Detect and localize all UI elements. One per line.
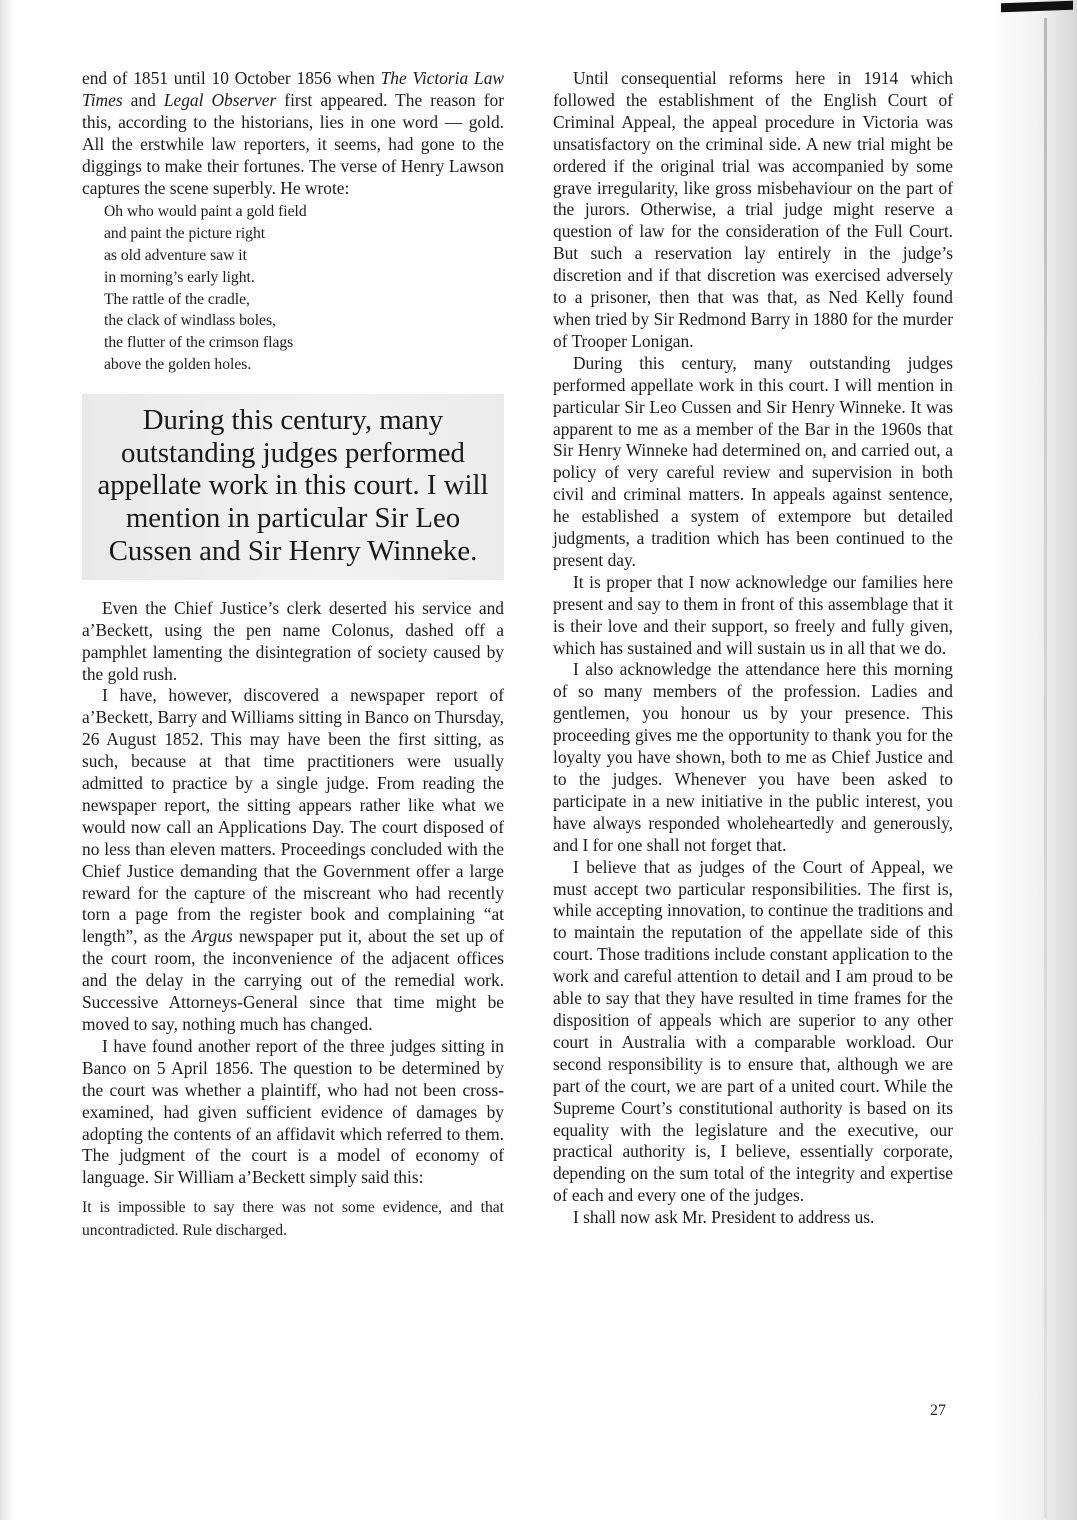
paragraph: I have found another report of the three judges sitting in Banco on 5 April 1856. The question to be determined by the court was whether a plaintiff, who had not been cross-examined, had given sufficient evidence of damages by adopting the contents of an affidavit which referred to them. The judgment of the court is a model of economy of language. Sir William a’Beckett simply said this: bbox=[82, 1035, 504, 1188]
text-run: I have, however, discovered a newspaper report of a’Beckett, Barry and Williams sitting in Banco on Thursday, 26 August 1852. This may have been the first sitting, as such, because at that time practitioners were usually admitted to practice by a single judge. From reading the newspaper report, the sitting appears rather like what we would now call an Applications Day. The court disposed of no less than eleven matters. Proceedings concluded with the Chief Justice demanding that the Government offer a large reward for the capture of the miscreant who had recently torn a page from the register book and complaining “at length”, as the bbox=[82, 685, 504, 947]
paragraph bbox=[82, 68, 504, 199]
paragraph bbox=[82, 685, 504, 1036]
text-run: newspaper put it, about the set up of the court room, the inconvenience of the adjacent offices and the delay in the carrying out of the remedial work. Successive Attorneys-General since that time might be moved to say, nothing much has changed. bbox=[82, 926, 505, 1035]
left-column bbox=[82, 68, 504, 1242]
poem-line: The rattle of the cradle, bbox=[104, 290, 250, 308]
paragraph: I also acknowledge the attendance here this morning of so many members of the profession. Ladies and gentlemen, you honour us by your presence. This proceeding gives me the opportunity to thank you for the loyalty you have shown, both to me as Chief Justice and to the judges. Whenever you have been asked to participate in a new initiative in the public interest, you have always responded wholeheartedly and generously, and I for one shall not forget that. bbox=[553, 659, 953, 855]
page-edge-shadow bbox=[987, 0, 1077, 1520]
right-column bbox=[553, 68, 953, 1229]
poem bbox=[104, 201, 504, 375]
poem-line: and paint the picture right bbox=[104, 225, 266, 243]
page-edge-line bbox=[1044, 18, 1047, 1518]
text-run: and bbox=[122, 89, 164, 110]
paragraph: I believe that as judges of the Court of Appeal, we must accept two particular responsibilities. The first is, while accepting innovation, to continue the traditions and to maintain the reputation of the appellate side of this court. Those traditions include constant application to the work and careful attention to detail and I am proud to be able to say that they have resulted in time frames for the disposition of appeals which are superior to any other court in Australia with a comparable workload. Our second responsibility is to ensure that, although we are part of the court, we are part of a united court. While the Supreme Court’s constitutional authority is based on its equality with the legislature and the executive, our practical authority is, I believe, essentially corporate, depending on the sum total of the integrity and expertise of each and every one of the judges. bbox=[553, 856, 953, 1206]
italic-title: Legal Observer bbox=[163, 89, 277, 110]
poem-line: the clack of windlass boles, bbox=[104, 312, 276, 330]
paragraph: Even the Chief Justice’s clerk deserted his service and a’Beckett, using the pen name Colonus, dashed off a pamphlet lamenting the disintegration of society caused by the gold rush. bbox=[82, 597, 504, 684]
page-number: 27 bbox=[930, 1402, 946, 1419]
poem-line: above the golden holes. bbox=[104, 356, 252, 374]
paragraph: Until consequential reforms here in 1914 which followed the establishment of the English Court of Criminal Appeal, the appeal procedure in Victoria was unsatisfactory on the criminal side. A new trial might be ordered if the original trial was accompanied by some grave irregularity, like gross misbehaviour on the part of the jurors. Otherwise, a trial judge might reserve a question of law for the consideration of the Full Court. But such a reservation lay entirely in the judge’s discretion and if that discretion was exercised adversely to a prisoner, then that was that, as Ned Kelly found when tried by Sir Redmond Barry in 1880 for the murder of Trooper Lonigan. bbox=[553, 68, 953, 351]
italic-title: Argus bbox=[191, 926, 233, 947]
poem-line: as old adventure saw it bbox=[104, 247, 247, 265]
paragraph: It is proper that I now acknowledge our families here present and say to them in front of this assemblage that it is their love and their support, so freely and fully given, which has sustained and will sustain us in all that we do. bbox=[553, 571, 953, 658]
paragraph: During this century, many outstanding judges performed appellate work in this court. I will mention in particular Sir Leo Cussen and Sir Henry Winneke. It was apparent to me as a member of the Bar in the 1960s that Sir Henry Winneke had determined on, and carried out, a policy of very careful review and supervision in both civil and criminal matters. In appeals against sentence, he established a system of extempore but detailed judgments, a tradition which has been continued to the present day. bbox=[553, 352, 953, 570]
block-quote: It is impossible to say there was not some evidence, and that uncontradicted. Rule discharged. bbox=[82, 1199, 504, 1239]
pull-quote: During this century, many outstanding judges performed appellate work in this court. I will mention in particular Sir Leo Cussen and Sir Henry Winneke. bbox=[82, 394, 504, 580]
scan-shadow-left bbox=[0, 0, 14, 1520]
italic-title: The Victoria Law Times bbox=[82, 68, 504, 110]
poem-line: in morning’s early light. bbox=[104, 268, 255, 286]
poem-line: the flutter of the crimson flags bbox=[104, 334, 294, 352]
text-run: first appeared. The reason for this, according to the historians, lies in one word — gold. All the erstwhile law reporters, it seems, had gone to the diggings to make their fortunes. The verse of Henry Lawson captures the scene superbly. He wrote: bbox=[82, 89, 504, 198]
poem-line: Oh who would paint a gold field bbox=[104, 203, 307, 221]
paragraph: I shall now ask Mr. President to address us. bbox=[573, 1207, 875, 1228]
text-run: end of 1851 until 10 October 1856 when bbox=[82, 68, 381, 88]
